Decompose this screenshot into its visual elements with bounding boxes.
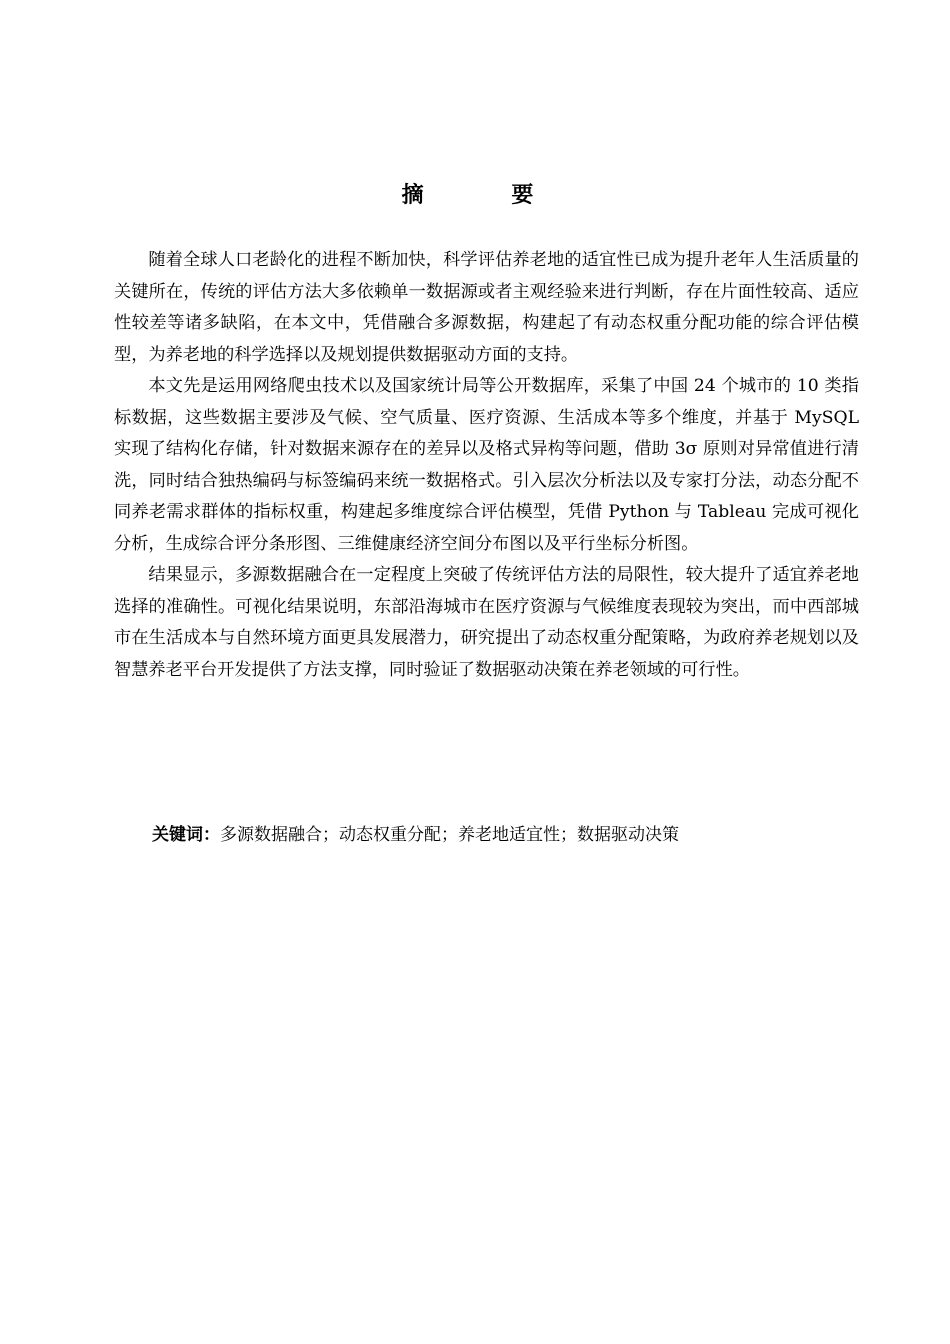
abstract-paragraph-1: 随着全球人口老龄化的进程不断加快，科学评估养老地的适宜性已成为提升老年人生活质量的关键所在，传统的评估方法大多依赖单一数据源或者主观经验来进行判断，存在片面性较高、适应性较差等诸多缺陷，在本文中，凭借融合多源数据，构建起了有动态权重分配功能的综合评估模型，为养老地的科学选择以及规划提供数据驱动方面的支持。 [114,250,859,365]
abstract-body [114,245,859,686]
keywords-label: 关键词： [152,825,220,845]
keywords-line [152,820,862,850]
abstract-paragraph-3: 结果显示，多源数据融合在一定程度上突破了传统评估方法的局限性，较大提升了适宜养老地选择的准确性。可视化结果说明，东部沿海城市在医疗资源与气候维度表现较为突出，而中西部城市在生活成本与自然环境方面更具发展潜力，研究提出了动态权重分配策略，为政府养老规划以及智慧养老平台开发提供了方法支撑，同时验证了数据驱动决策在养老领域的可行性。 [114,565,859,680]
keywords-text: 多源数据融合；动态权重分配；养老地适宜性；数据驱动决策 [220,825,679,845]
abstract-title: 摘 要 [401,182,574,208]
abstract-paragraph-2: 本文先是运用网络爬虫技术以及国家统计局等公开数据库，采集了中国 24 个城市的 10 类指标数据，这些数据主要涉及气候、空气质量、医疗资源、生活成本等多个维度，并基于 MySQL 实现了结构化存储，针对数据来源存在的差异以及格式异构等问题，借助 3σ 原则对异常值进行清洗，同时结合独热编码与标签编码来统一数据格式。引入层次分析法以及专家打分法，动态分配不同养老需求群体的指标权重，构建起多维度综合评估模型，凭借 Python 与 Tableau 完成可视化分析，生成综合评分条形图、三维健康经济空间分布图以及平行坐标分析图。 [114,376,859,554]
